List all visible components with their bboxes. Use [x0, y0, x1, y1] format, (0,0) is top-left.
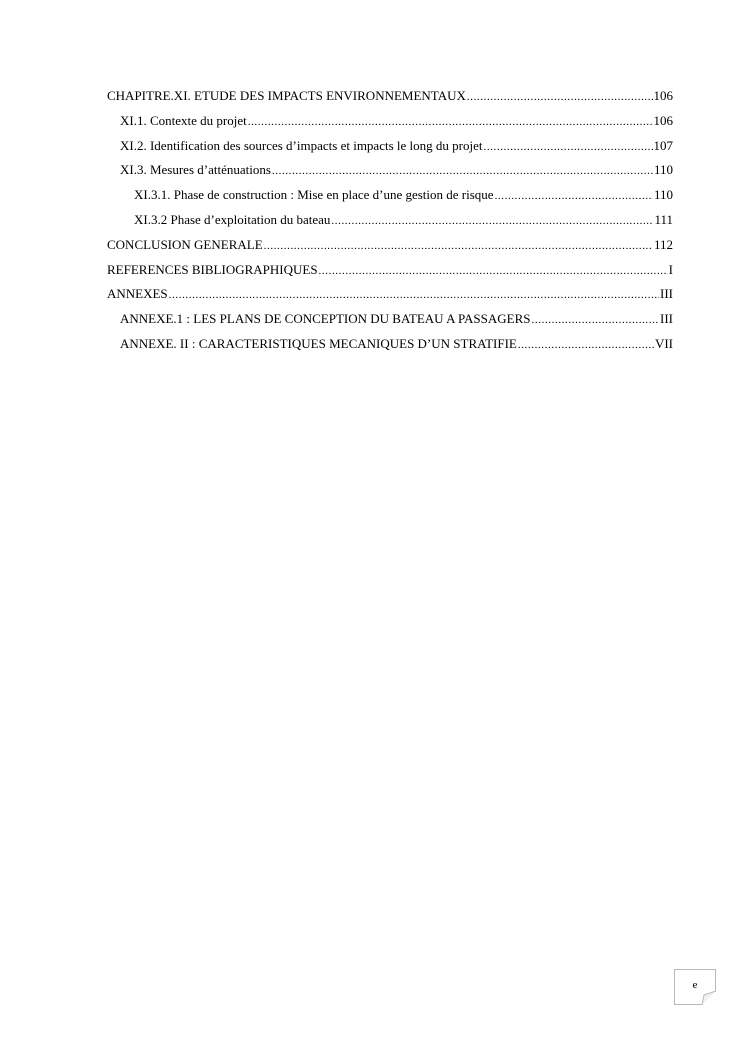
- toc-entry-page: 106: [653, 112, 673, 128]
- toc-entry-label: ANNEXES: [107, 286, 168, 302]
- toc-entry-annexe-1[interactable]: [107, 311, 673, 336]
- toc-dot-leader: [264, 240, 653, 252]
- toc-entry-xi-2[interactable]: [107, 138, 673, 163]
- page-number-box: [674, 969, 716, 1005]
- toc-entry-label: CHAPITRE.XI. ETUDE DES IMPACTS ENVIRONNEMENTAUX: [107, 88, 466, 103]
- toc-entry-xi-3-1[interactable]: [107, 187, 673, 212]
- toc-entry-xi-1[interactable]: [107, 113, 673, 138]
- toc-entry-label: XI.2. Identification des sources d’impacts et impacts le long du projet: [120, 137, 483, 153]
- toc-dot-leader: [532, 314, 659, 326]
- toc-entry-xi-3-2[interactable]: [107, 212, 673, 237]
- toc-entry-page: 106: [653, 88, 673, 103]
- toc-entry-page: 110: [653, 187, 673, 203]
- toc-dot-leader: [518, 339, 654, 351]
- page-number: e: [692, 979, 698, 991]
- toc-dot-leader: [272, 165, 653, 177]
- toc-entry-xi-3[interactable]: [107, 162, 673, 187]
- toc-entry-label: ANNEXE.1 : LES PLANS DE CONCEPTION DU BATEAU A PASSAGERS: [120, 311, 531, 327]
- toc-entry-label: REFERENCES BIBLIOGRAPHIQUES: [107, 261, 318, 277]
- toc-entry-page: 110: [653, 162, 673, 178]
- toc-entry-page: 107: [653, 137, 673, 153]
- toc-dot-leader: [467, 91, 653, 103]
- toc-entry-annexe-2[interactable]: [107, 336, 673, 361]
- toc-entry-label: CONCLUSION GENERALE: [107, 236, 263, 252]
- toc-entry-label: XI.3.1. Phase de construction : Mise en place d’une gestion de risque: [134, 187, 494, 203]
- toc-entry-label: XI.3. Mesures d’atténuations: [120, 162, 271, 178]
- toc-entry-label: XI.3.2 Phase d’exploitation du bateau: [134, 211, 331, 227]
- toc-entry-annexes[interactable]: [107, 286, 673, 311]
- toc-entry-page: I: [668, 261, 673, 277]
- table-of-contents: [107, 88, 673, 361]
- page-curl-icon: [702, 991, 716, 1005]
- toc-dot-leader: [483, 141, 652, 153]
- toc-entry-page: III: [660, 311, 673, 327]
- toc-entry-label: XI.1. Contexte du projet: [120, 112, 247, 128]
- toc-dot-leader: [495, 190, 653, 202]
- toc-entry-page: VII: [654, 335, 673, 351]
- toc-dot-leader: [248, 116, 653, 128]
- toc-entry-label: ANNEXE. II : CARACTERISTIQUES MECANIQUES D’UN STRATIFIE: [120, 335, 517, 351]
- toc-dot-leader: [331, 215, 653, 227]
- toc-entry-chapter-xi[interactable]: [107, 88, 673, 113]
- toc-dot-leader: [319, 265, 668, 277]
- toc-entry-page: III: [660, 286, 673, 302]
- toc-entry-page: 111: [654, 211, 673, 227]
- toc-entry-conclusion[interactable]: [107, 237, 673, 262]
- toc-dot-leader: [169, 289, 659, 301]
- toc-entry-page: 112: [653, 236, 673, 252]
- toc-entry-references[interactable]: [107, 262, 673, 287]
